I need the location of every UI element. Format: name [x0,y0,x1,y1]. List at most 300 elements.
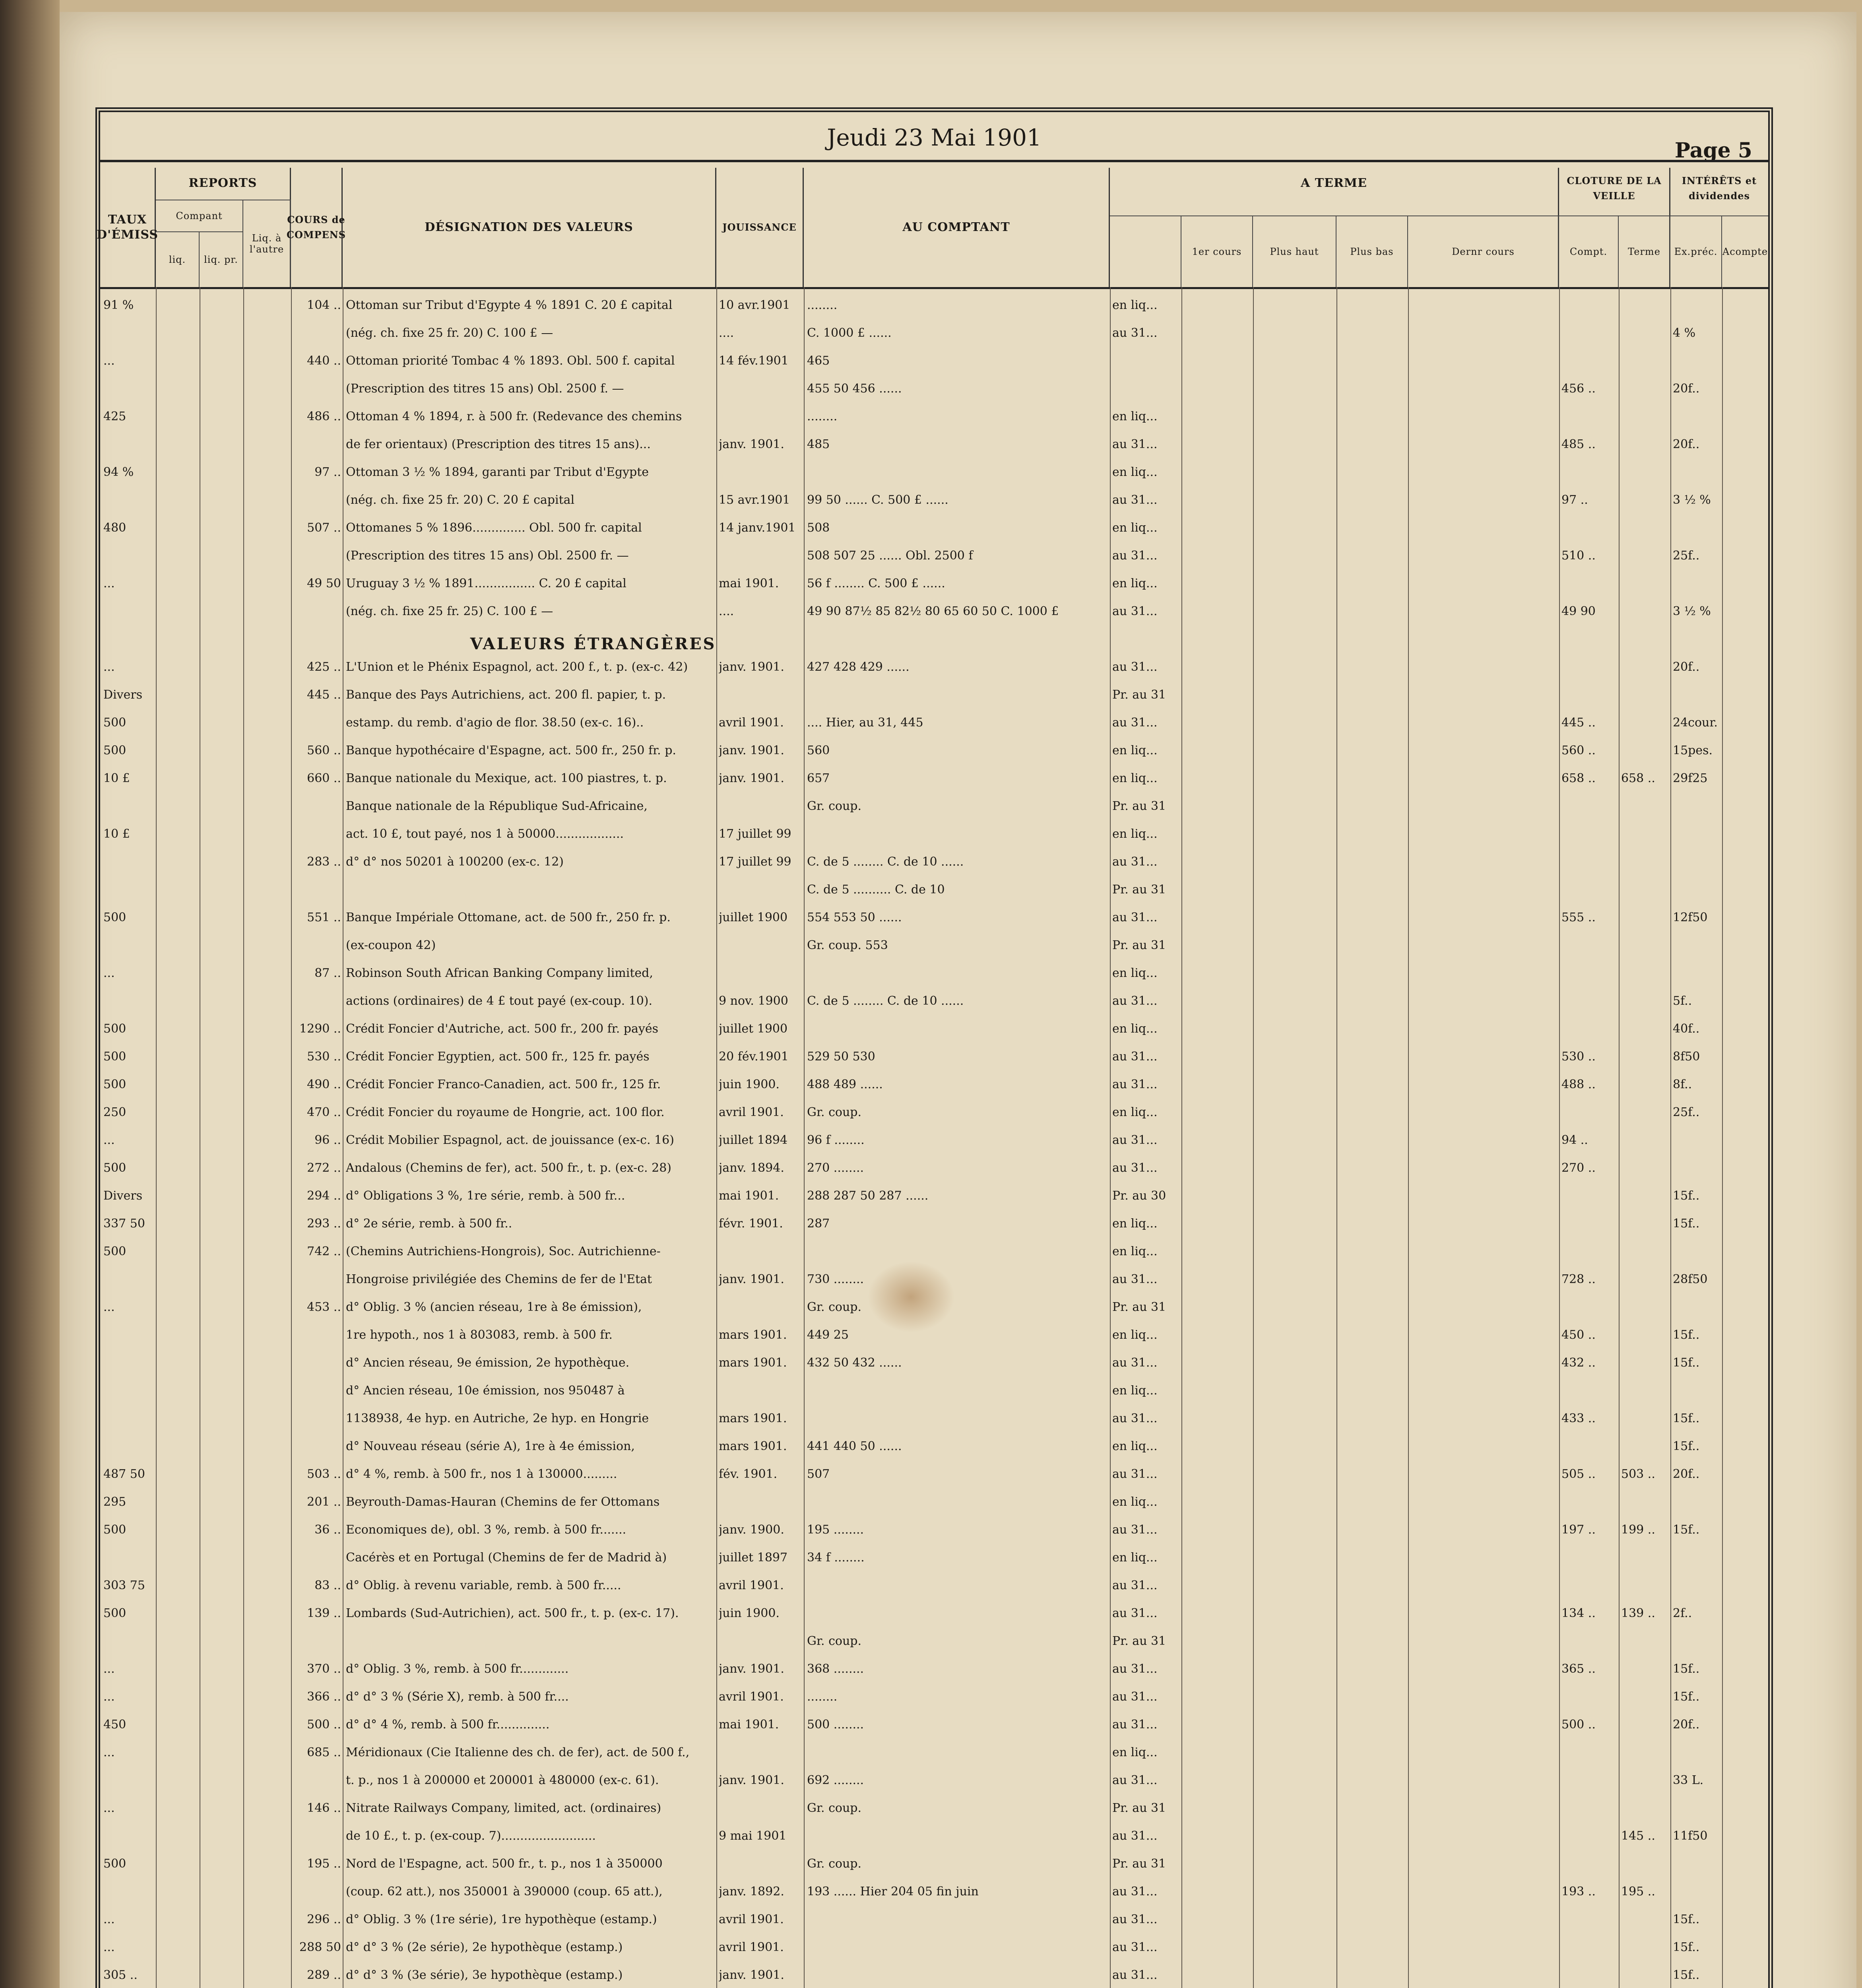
cell-comptant: .... Hier, au 31, 445 [807,716,923,730]
cell-taux: 500 [103,1244,126,1258]
cell-clot-terme: 145 .. [1621,1829,1655,1843]
table-row [100,1965,1768,1988]
cell-designation: d° Obligations 3 %, 1re série, remb. à 500 fr... [346,1189,625,1203]
cell-jouissance: avril 1901. [719,1912,784,1926]
page-number: Page 5 [1674,138,1752,163]
cell-terme: au 31... [1112,855,1158,869]
cell-interet: 25f.. [1673,1105,1700,1119]
cell-terme: en liq... [1112,577,1158,590]
cell-interet: 15f.. [1673,1940,1700,1954]
cell-jouissance: janv. 1894. [719,1161,784,1175]
cell-taux: 480 [103,521,126,535]
cell-taux: ... [103,1912,115,1926]
cell-cours: 500 .. [307,1718,341,1732]
cell-terme: Pr. au 30 [1112,1189,1166,1203]
cell-designation: L'Union et le Phénix Espagnol, act. 200 f., t. p. (ex-c. 42) [346,660,688,674]
col-jouissance: JOUISSANCE [716,168,804,287]
cell-cours: 36 .. [314,1523,341,1537]
cell-comptant: C. 1000 £ ...... [807,326,892,340]
cell-cours: 87 .. [314,966,341,980]
cell-designation: (nég. ch. fixe 25 fr. 20) C. 20 £ capital [346,493,575,507]
cell-clot-terme: 195 .. [1621,1885,1655,1899]
cell-designation: (coup. 62 att.), nos 350001 à 390000 (coup. 65 att.), [346,1885,663,1899]
cell-interet: 15f.. [1673,1189,1700,1203]
cell-cours: 201 .. [307,1495,341,1509]
cell-terme: au 31... [1112,1077,1158,1091]
cell-designation: de 10 £., t. p. (ex-coup. 7)......................... [346,1829,596,1843]
cell-terme: au 31... [1112,1773,1158,1787]
col-cloture-label: CLOTURE DE LA VEILLE [1567,175,1662,202]
cell-jouissance: juillet 1900 [719,911,788,924]
page-date: Jeudi 23 Mai 1901 [827,124,1042,151]
cell-jouissance: janv. 1901. [719,1662,784,1676]
col-liq: liq. [156,231,200,287]
col-compant: Compant [156,200,243,231]
section-title: VALEURS ÉTRANGÈRES [470,635,716,653]
cell-comptant: Gr. coup. [807,1300,862,1314]
cell-interet: 11f50 [1673,1829,1708,1843]
cell-jouissance: avril 1901. [719,716,784,730]
cell-designation: estamp. du remb. d'agio de flor. 38.50 (ex-c. 16).. [346,716,644,730]
cell-clot-compt: 658 .. [1561,771,1596,785]
cell-comptant: 465 [807,354,830,368]
cell-interet: 3 ½ % [1673,493,1711,507]
cell-designation: Robinson South African Banking Company limited, [346,966,653,980]
cell-comptant: 270 ........ [807,1161,864,1175]
cell-clot-compt: 510 .. [1561,549,1596,563]
cell-taux: 425 [103,410,126,423]
cell-comptant: C. de 5 ........ C. de 10 ...... [807,855,964,869]
cell-terme: au 31... [1112,660,1158,674]
cell-designation: Banque nationale du Mexique, act. 100 piastres, t. p. [346,771,667,785]
cell-taux: 91 % [103,298,134,312]
cell-jouissance: 20 fév.1901 [719,1050,789,1064]
col-cloture-compt: Compt. [1559,215,1619,287]
cell-jouissance: mai 1901. [719,1718,779,1732]
cell-jouissance: 15 avr.1901 [719,493,790,507]
cell-taux: ... [103,354,115,368]
cell-clot-compt: 450 .. [1561,1328,1596,1342]
cell-interet: 40f.. [1673,1022,1700,1036]
cell-jouissance: févr. 1901. [719,1217,783,1231]
cell-clot-compt: 555 .. [1561,911,1596,924]
cell-taux: Divers [103,1189,143,1203]
cell-terme: Pr. au 31 [1112,938,1166,952]
cell-terme: au 31... [1112,1356,1158,1370]
cell-designation: (Prescription des titres 15 ans) Obl. 2500 f. — [346,382,624,396]
cell-clot-compt: 432 .. [1561,1356,1596,1370]
cell-comptant: Gr. coup. 553 [807,938,888,952]
cell-comptant: 193 ...... Hier 204 05 fin juin [807,1885,979,1899]
cell-cours: 272 .. [307,1161,341,1175]
cell-jouissance: mars 1901. [719,1411,787,1425]
cell-interet: 15f.. [1673,1912,1700,1926]
cell-taux: 10 £ [103,827,130,841]
cell-comptant: 288 287 50 287 ...... [807,1189,929,1203]
cell-interet: 15f.. [1673,1690,1700,1704]
col-terme-type [1110,215,1181,287]
col-premier-cours: 1er cours [1181,215,1253,287]
cell-designation: (Chemins Autrichiens-Hongrois), Soc. Autrichienne- [346,1244,661,1258]
cell-designation: Crédit Foncier Franco-Canadien, act. 500 fr., 125 fr. [346,1077,661,1091]
cell-comptant: 560 [807,744,830,757]
cell-comptant: 529 50 530 [807,1050,875,1064]
cell-terme: au 31... [1112,1523,1158,1537]
cell-comptant: 692 ........ [807,1773,864,1787]
col-a-terme-label: A TERME [1301,176,1367,190]
cell-taux: 10 £ [103,771,130,785]
cell-clot-compt: 456 .. [1561,382,1596,396]
cell-designation: Andalous (Chemins de fer), act. 500 fr., t. p. (ex-c. 28) [346,1161,671,1175]
cell-comptant: 195 ........ [807,1523,864,1537]
cell-comptant: ........ [807,298,838,312]
cell-designation: d° Oblig. 3 % (1re série), 1re hypothèque (estamp.) [346,1912,657,1926]
cell-interet: 20f.. [1673,1467,1700,1481]
cell-taux: ... [103,1745,115,1759]
cell-terme: en liq... [1112,1217,1158,1231]
cell-designation: (nég. ch. fixe 25 fr. 20) C. 100 £ — [346,326,553,340]
cell-designation: d° d° 3 % (Série X), remb. à 500 fr.... [346,1690,569,1704]
cell-taux: ... [103,1662,115,1676]
cell-interet: 33 L. [1673,1773,1704,1787]
cell-designation: Banque nationale de la République Sud-Africaine, [346,799,648,813]
cell-comptant: 368 ........ [807,1662,864,1676]
cell-comptant: 56 f ........ C. 500 £ ...... [807,577,945,590]
cell-terme: en liq... [1112,771,1158,785]
cell-interet: 15f.. [1673,1662,1700,1676]
cell-comptant: 441 440 50 ...... [807,1439,902,1453]
cell-cours: 440 .. [307,354,341,368]
cell-taux: 500 [103,1606,126,1620]
cell-comptant: 485 [807,437,830,451]
cell-taux: 303 75 [103,1578,145,1592]
cell-jouissance: janv. 1901. [719,437,784,451]
cell-comptant: 500 ........ [807,1718,864,1732]
col-liq-pr: liq. pr. [200,231,243,287]
cell-terme: Pr. au 31 [1112,1634,1166,1648]
cell-designation: Ottoman sur Tribut d'Egypte 4 % 1891 C. 20 £ capital [346,298,673,312]
cell-jouissance: avril 1901. [719,1690,784,1704]
cell-terme: en liq... [1112,521,1158,535]
cell-designation: Banque des Pays Autrichiens, act. 200 fl. papier, t. p. [346,688,666,702]
cell-clot-terme: 658 .. [1621,771,1655,785]
cell-cours: 296 .. [307,1912,341,1926]
cell-terme: en liq... [1112,1439,1158,1453]
cell-terme: au 31... [1112,326,1158,340]
col-acompte: Acompte [1722,215,1768,287]
cell-taux: 500 [103,1022,126,1036]
cell-cours: 660 .. [307,771,341,785]
cell-terme: au 31... [1112,1718,1158,1732]
cell-comptant: 432 50 432 ...... [807,1356,902,1370]
cell-terme: au 31... [1112,1940,1158,1954]
cell-clot-compt: 560 .. [1561,744,1596,757]
cell-cours: 486 .. [307,410,341,423]
col-cloture-terme: Terme [1619,215,1670,287]
cell-terme: Pr. au 31 [1112,1300,1166,1314]
cell-jouissance: fév. 1901. [719,1467,778,1481]
cell-designation: Crédit Foncier Egyptien, act. 500 fr., 125 fr. payés [346,1050,650,1064]
cell-jouissance: 9 mai 1901 [719,1829,787,1843]
cell-comptant: 554 553 50 ...... [807,911,902,924]
cell-taux: 337 50 [103,1217,145,1231]
cell-terme: au 31... [1112,1272,1158,1286]
cell-clot-compt: 728 .. [1561,1272,1596,1286]
cell-clot-terme: 199 .. [1621,1523,1655,1537]
cell-designation: t. p., nos 1 à 200000 et 200001 à 480000 (ex-c. 61). [346,1773,659,1787]
cell-comptant: 96 f ........ [807,1133,865,1147]
cell-cours: 1290 .. [299,1022,341,1036]
cell-terme: au 31... [1112,1690,1158,1704]
col-interets-label: INTÉRÊTS et dividendes [1682,175,1757,202]
cell-jouissance: .... [719,604,734,618]
cell-designation: Banque hypothécaire d'Espagne, act. 500 fr., 250 fr. p. [346,744,676,757]
cell-jouissance: 14 fév.1901 [719,354,789,368]
col-liq-autre: Liq. à l'autre [243,200,291,287]
cell-taux: 500 [103,1161,126,1175]
cell-terme: en liq... [1112,465,1158,479]
cell-jouissance: janv. 1892. [719,1885,784,1899]
cell-terme: au 31... [1112,437,1158,451]
cell-designation: Ottoman 3 ½ % 1894, garanti par Tribut d'Egypte [346,465,649,479]
cell-clot-compt: 505 .. [1561,1467,1596,1481]
cell-designation: (ex-coupon 42) [346,938,436,952]
book-binding-edge [0,0,60,1988]
cell-jouissance: mars 1901. [719,1328,787,1342]
cell-taux: 487 50 [103,1467,145,1481]
cell-clot-terme: 139 .. [1621,1606,1655,1620]
cell-taux: ... [103,1801,115,1815]
cell-cours: 490 .. [307,1077,341,1091]
cell-terme: Pr. au 31 [1112,799,1166,813]
cell-comptant: 49 90 87½ 85 82½ 80 65 60 50 C. 1000 £ [807,604,1059,618]
cell-taux: 500 [103,716,126,730]
cell-taux: ... [103,1940,115,1954]
cell-clot-compt: 97 .. [1561,493,1588,507]
page-frame [95,107,1773,1988]
cell-cours: 507 .. [307,521,341,535]
cell-taux: ... [103,966,115,980]
cell-comptant: 657 [807,771,830,785]
cell-jouissance: janv. 1901. [719,1272,784,1286]
cell-terme: au 31... [1112,1662,1158,1676]
cell-terme: au 31... [1112,1467,1158,1481]
cell-terme: au 31... [1112,1885,1158,1899]
cell-cours: 104 .. [307,298,341,312]
cell-interet: 20f.. [1673,437,1700,451]
cell-taux: ... [103,1690,115,1704]
cell-terme: au 31... [1112,1606,1158,1620]
cell-designation: (Prescription des titres 15 ans) Obl. 2500 fr. — [346,549,629,563]
cell-comptant: ........ [807,1690,838,1704]
cell-terme: en liq... [1112,1495,1158,1509]
cell-taux: 500 [103,1857,126,1871]
cell-jouissance: janv. 1901. [719,771,784,785]
cell-interet: 15f.. [1673,1439,1700,1453]
cell-terme: en liq... [1112,1384,1158,1398]
cell-cours: 425 .. [307,660,341,674]
cell-comptant: 508 507 25 ...... Obl. 2500 f [807,549,973,563]
cell-cours: 146 .. [307,1801,341,1815]
cell-terme: au 31... [1112,493,1158,507]
cell-designation: Ottomanes 5 % 1896.............. Obl. 500 fr. capital [346,521,642,535]
cell-taux: Divers [103,688,143,702]
cell-interet: 24cour. [1673,716,1718,730]
cell-interet: 5f.. [1673,994,1692,1008]
cell-comptant: 455 50 456 ...... [807,382,902,396]
cell-clot-compt: 433 .. [1561,1411,1596,1425]
cell-terme: en liq... [1112,966,1158,980]
cell-cours: 293 .. [307,1217,341,1231]
cell-jouissance: janv. 1901. [719,744,784,757]
col-dern-cours: Dernr cours [1408,215,1559,287]
cell-designation: d° d° nos 50201 à 100200 (ex-c. 12) [346,855,564,869]
cell-terme: au 31... [1112,1133,1158,1147]
cell-terme: au 31... [1112,604,1158,618]
cell-comptant: 507 [807,1467,830,1481]
cell-cours: 551 .. [307,911,341,924]
cell-cours: 294 .. [307,1189,341,1203]
cell-cours: 445 .. [307,688,341,702]
cell-designation: 1re hypoth., nos 1 à 803083, remb. à 500 fr. [346,1328,613,1342]
cell-designation: Ottoman priorité Tombac 4 % 1893. Obl. 500 f. capital [346,354,675,368]
cell-interet: 8f50 [1673,1050,1700,1064]
cell-jouissance: janv. 1900. [719,1523,784,1537]
cell-terme: au 31... [1112,911,1158,924]
cell-terme: au 31... [1112,1968,1158,1982]
cell-clot-compt: 49 90 [1561,604,1596,618]
cell-taux: ... [103,1300,115,1314]
cell-interet: 15f.. [1673,1968,1700,1982]
cell-jouissance: janv. 1901. [719,1773,784,1787]
header-rule [100,160,1768,162]
cell-designation: Nord de l'Espagne, act. 500 fr., t. p., nos 1 à 350000 [346,1857,663,1871]
cell-terme: au 31... [1112,1161,1158,1175]
cell-interet: 29f25 [1673,771,1708,785]
cell-jouissance: 17 juillet 99 [719,827,791,841]
cell-comptant: ........ [807,410,838,423]
cell-designation: Banque Impériale Ottomane, act. de 500 fr., 250 fr. p. [346,911,671,924]
cell-terme: en liq... [1112,1551,1158,1565]
cell-comptant: C. de 5 ........ C. de 10 ...... [807,994,964,1008]
cell-clot-compt: 365 .. [1561,1662,1596,1676]
cell-cours: 139 .. [307,1606,341,1620]
col-cours-compens: COURS de COMPENS [291,168,343,287]
col-plus-bas: Plus bas [1336,215,1408,287]
cell-clot-compt: 270 .. [1561,1161,1596,1175]
cell-interet: 15f.. [1673,1523,1700,1537]
cell-taux: ... [103,577,115,590]
cell-jouissance: janv. 1901. [719,1968,784,1982]
cell-taux: ... [103,1133,115,1147]
cell-comptant: 488 489 ...... [807,1077,883,1091]
cell-designation: d° d° 3 % (2e série), 2e hypothèque (estamp.) [346,1940,623,1954]
cell-cours: 470 .. [307,1105,341,1119]
cell-jouissance: avril 1901. [719,1940,784,1954]
cell-terme: Pr. au 31 [1112,1801,1166,1815]
cell-terme: en liq... [1112,298,1158,312]
cell-cours: 97 .. [314,465,341,479]
cell-interet: 12f50 [1673,911,1708,924]
cell-interet: 15f.. [1673,1356,1700,1370]
cell-terme: au 31... [1112,994,1158,1008]
cell-taux: 250 [103,1105,126,1119]
cell-designation: d° Oblig. à revenu variable, remb. à 500 fr..... [346,1578,621,1592]
cell-designation: Cacérès et en Portugal (Chemins de fer de Madrid à) [346,1551,667,1565]
cell-clot-compt: 193 .. [1561,1885,1596,1899]
cell-jouissance: 14 janv.1901 [719,521,796,535]
cell-taux: 450 [103,1718,126,1732]
cell-jouissance: juillet 1894 [719,1133,788,1147]
cell-clot-compt: 445 .. [1561,716,1596,730]
cell-comptant: 427 428 429 ...... [807,660,910,674]
cell-jouissance: mai 1901. [719,1189,779,1203]
cell-cours: 195 .. [307,1857,341,1871]
cell-designation: Uruguay 3 ½ % 1891................ C. 20 £ capital [346,577,626,590]
cell-terme: en liq... [1112,1745,1158,1759]
cell-terme: au 31... [1112,1912,1158,1926]
cell-terme: en liq... [1112,1244,1158,1258]
cell-jouissance: avril 1901. [719,1578,784,1592]
cell-terme: en liq... [1112,1022,1158,1036]
newspaper-page [60,12,1856,1988]
cell-clot-compt: 530 .. [1561,1050,1596,1064]
cell-designation: (nég. ch. fixe 25 fr. 25) C. 100 £ — [346,604,553,618]
cell-jouissance: juillet 1897 [719,1551,788,1565]
cell-designation: d° Ancien réseau, 9e émission, 2e hypothèque. [346,1356,630,1370]
cell-clot-terme: 503 .. [1621,1467,1655,1481]
cell-terme: au 31... [1112,1829,1158,1843]
cell-terme: au 31... [1112,1050,1158,1064]
cell-comptant: 287 [807,1217,830,1231]
cell-designation: Hongroise privilégiée des Chemins de fer de l'Etat [346,1272,652,1286]
cell-designation: Crédit Foncier d'Autriche, act. 500 fr., 200 fr. payés [346,1022,658,1036]
cell-cours: 288 50 [299,1940,341,1954]
cell-jouissance: janv. 1901. [719,660,784,674]
cell-clot-compt: 485 .. [1561,437,1596,451]
cell-jouissance: mai 1901. [719,577,779,590]
cell-jouissance: juin 1900. [719,1606,780,1620]
cell-designation: Crédit Mobilier Espagnol, act. de jouissance (ex-c. 16) [346,1133,674,1147]
cell-cours: 96 .. [314,1133,341,1147]
cell-interet: 4 % [1673,326,1696,340]
cell-interet: 20f.. [1673,660,1700,674]
cell-designation: d° d° 4 %, remb. à 500 fr.............. [346,1718,550,1732]
cell-jouissance: 17 juillet 99 [719,855,791,869]
cell-taux: 500 [103,1077,126,1091]
cell-taux: 295 [103,1495,126,1509]
cell-designation: d° d° 3 % (3e série), 3e hypothèque (estamp.) [346,1968,623,1982]
cell-terme: au 31... [1112,549,1158,563]
cell-designation: d° Oblig. 3 % (ancien réseau, 1re à 8e émission), [346,1300,642,1314]
cell-comptant: Gr. coup. [807,1857,862,1871]
cell-comptant: 730 ........ [807,1272,864,1286]
cell-terme: Pr. au 31 [1112,688,1166,702]
cell-designation: 1138938, 4e hyp. en Autriche, 2e hyp. en Hongrie [346,1411,649,1425]
cell-jouissance: avril 1901. [719,1105,784,1119]
cell-clot-compt: 488 .. [1561,1077,1596,1091]
cell-cours: 283 .. [307,855,341,869]
cell-comptant: 508 [807,521,830,535]
col-au-comptant: AU COMPTANT [804,168,1110,287]
cell-jouissance: 9 nov. 1900 [719,994,788,1008]
cell-comptant: Gr. coup. [807,1105,862,1119]
cell-clot-compt: 94 .. [1561,1133,1588,1147]
cell-cours: 503 .. [307,1467,341,1481]
cell-interet: 20f.. [1673,382,1700,396]
cell-jouissance: .... [719,326,734,340]
cell-terme: en liq... [1112,1328,1158,1342]
